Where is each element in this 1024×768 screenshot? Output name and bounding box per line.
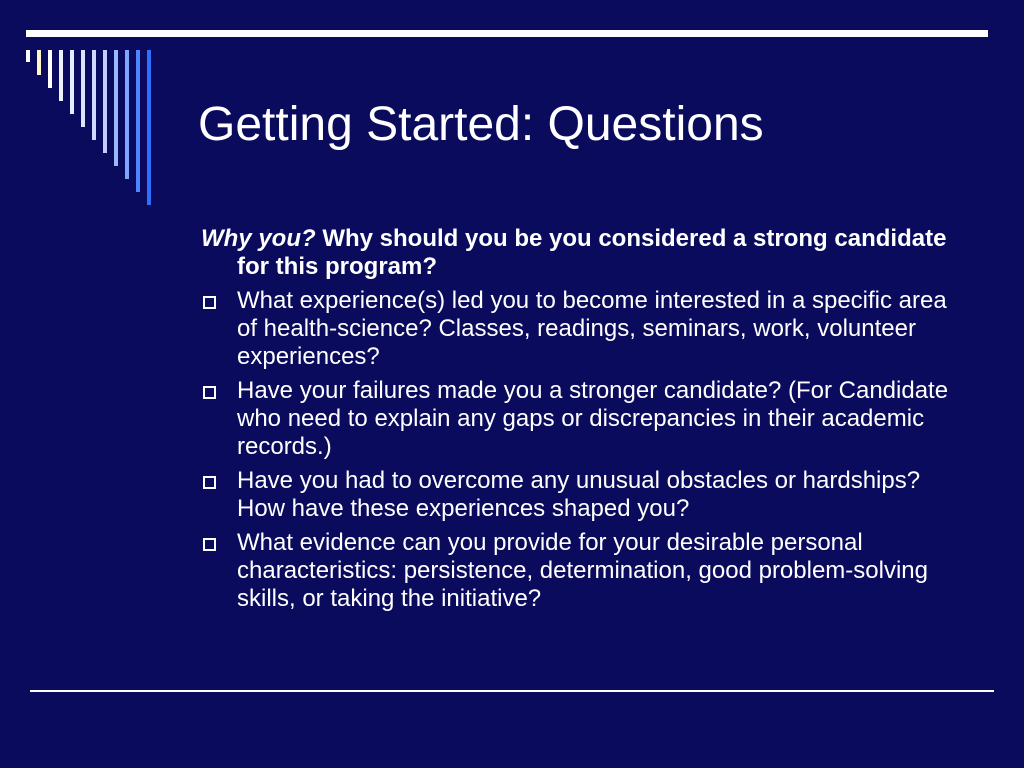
- bullet-item: [201, 467, 961, 523]
- bullet-item: [201, 377, 961, 461]
- slide-title: Getting Started: Questions: [198, 98, 764, 151]
- stripe: [92, 50, 96, 140]
- stripe: [37, 50, 41, 75]
- slide-body: [201, 225, 961, 619]
- stripe: [147, 50, 151, 205]
- stripe: [103, 50, 107, 153]
- top-rule: [26, 30, 988, 37]
- lead-question: [201, 225, 961, 281]
- bullet-text: What experience(s) led you to become interested in a specific area of health-science? Classes, readings, seminars, work, volunteer experiences?: [237, 287, 947, 370]
- stripe: [48, 50, 52, 88]
- stripe: [114, 50, 118, 166]
- stripe: [59, 50, 63, 101]
- bullet-text: Have your failures made you a stronger candidate? (For Candidate who need to explain any gaps or discrepancies in their academic records.): [237, 377, 949, 460]
- lead-emphasis: Why you?: [201, 225, 316, 252]
- square-bullet-icon: [203, 476, 216, 489]
- stripe: [26, 50, 30, 62]
- stripe: [70, 50, 74, 114]
- square-bullet-icon: [203, 386, 216, 399]
- stripe: [125, 50, 129, 179]
- lead-text: Why should you be you considered a strong candidate for this program?: [237, 225, 947, 280]
- square-bullet-icon: [203, 538, 216, 551]
- decorative-stripes: [26, 50, 176, 210]
- stripe: [81, 50, 85, 127]
- bullet-text: What evidence can you provide for your desirable personal characteristics: persistence, determination, good problem-solving skills, or taking the initiative?: [237, 529, 928, 612]
- bullet-text: Have you had to overcome any unusual obstacles or hardships? How have these experiences shaped you?: [237, 467, 921, 522]
- bullet-item: [201, 287, 961, 371]
- stripe: [136, 50, 140, 192]
- square-bullet-icon: [203, 296, 216, 309]
- bullet-item: [201, 529, 961, 613]
- bottom-rule: [30, 690, 994, 692]
